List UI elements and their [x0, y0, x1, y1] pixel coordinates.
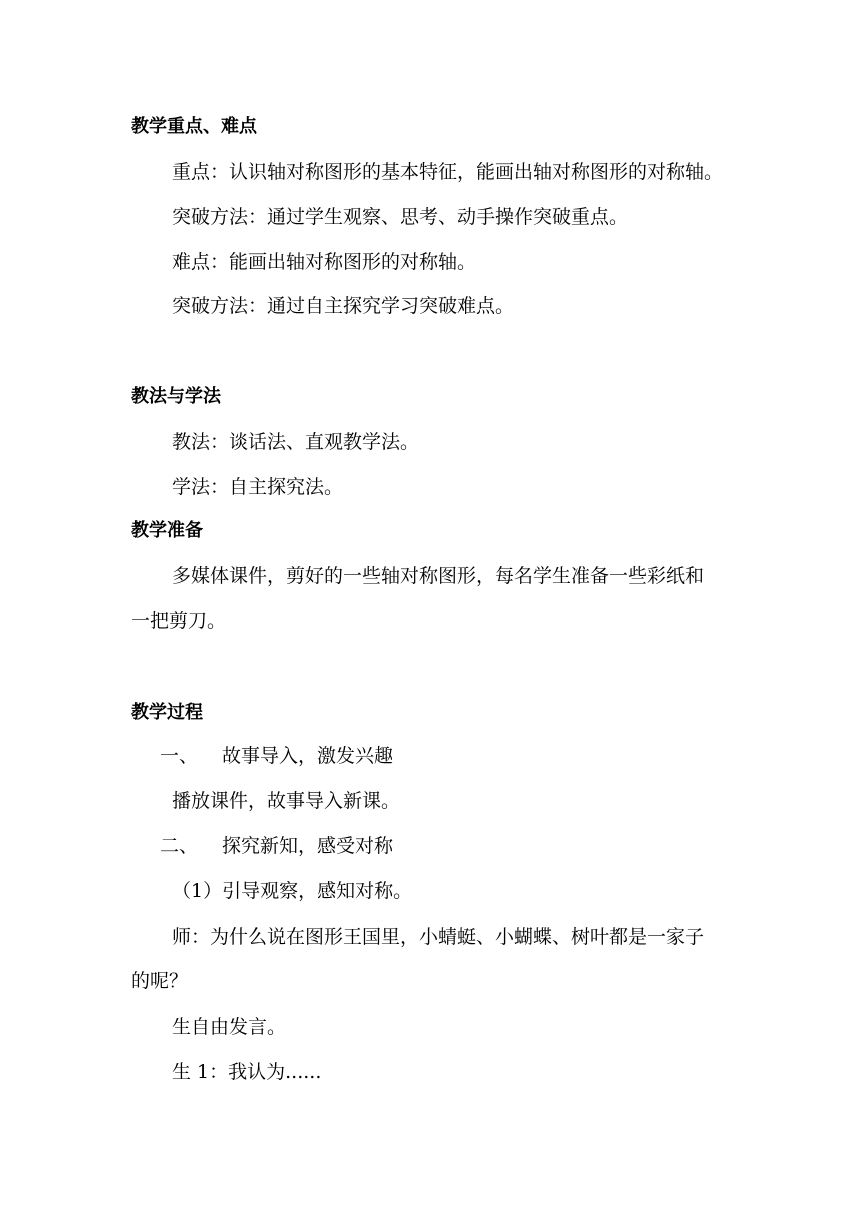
- step-1-text: 播放课件，故事导入新课。: [172, 790, 401, 812]
- student-1-text: 生 1：我认为......: [172, 1061, 322, 1083]
- step-1-title: 故事导入，激发兴趣: [222, 745, 394, 767]
- teaching-method-text: 教法：谈话法、直观教学法。: [172, 431, 420, 453]
- preparation-text-line-2: 一把剪刀。: [131, 610, 227, 632]
- students-speak-text: 生自由发言。: [172, 1016, 287, 1038]
- key-point-text: 重点：认识轴对称图形的基本特征，能画出轴对称图形的对称轴。: [172, 161, 724, 183]
- difficulty-text: 难点：能画出轴对称图形的对称轴。: [172, 251, 477, 273]
- heading-teaching-preparation: 教学准备: [131, 520, 203, 541]
- heading-teaching-learning-methods: 教法与学法: [131, 386, 221, 407]
- step-1-number: 一、: [160, 745, 199, 767]
- step-1-item: [160, 744, 393, 768]
- difficulty-method-text: 突破方法：通过自主探究学习突破难点。: [172, 295, 515, 317]
- step-2-number: 二、: [160, 835, 199, 857]
- learning-method-text: 学法：自主探究法。: [172, 476, 344, 498]
- preparation-text-line-1: 多媒体课件，剪好的一些轴对称图形，每名学生准备一些彩纸和: [172, 565, 705, 587]
- heading-key-difficult-points: 教学重点、难点: [131, 116, 257, 137]
- teacher-question-line-1: 师：为什么说在图形王国里，小蜻蜓、小蝴蝶、树叶都是一家子: [172, 926, 705, 948]
- key-point-method-text: 突破方法：通过学生观察、思考、动手操作突破重点。: [172, 206, 629, 228]
- teacher-question-line-2: 的呢？: [131, 970, 189, 992]
- sub-step-1-text: （1）引导观察，感知对称。: [172, 880, 413, 902]
- step-2-title: 探究新知，感受对称: [222, 835, 394, 857]
- step-2-item: [160, 834, 393, 858]
- heading-teaching-process: 教学过程: [131, 702, 203, 723]
